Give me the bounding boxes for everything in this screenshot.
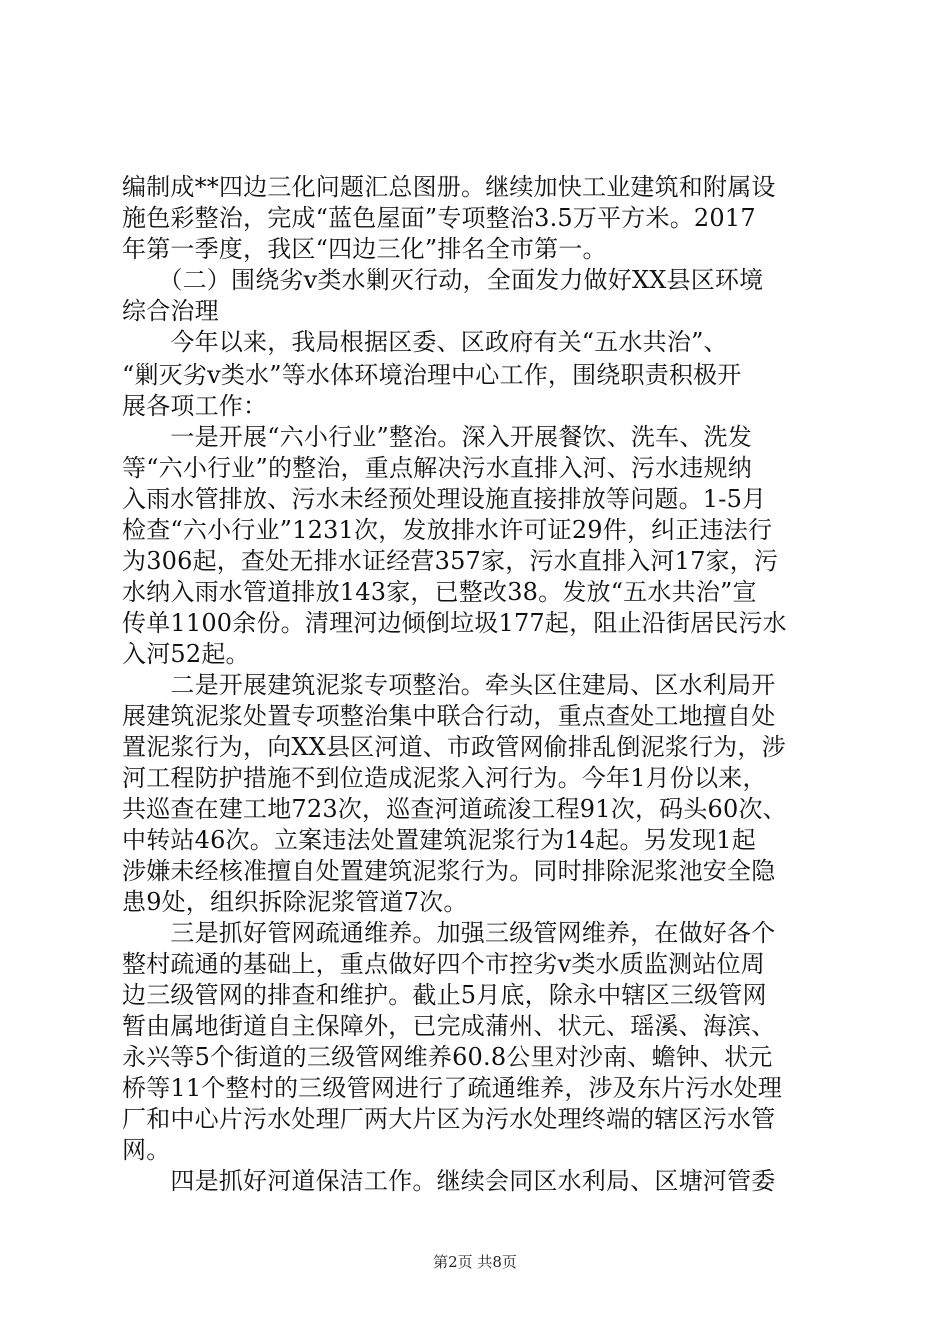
text-line: 二是开展建筑泥浆专项整治。牵头区住建局、区水利局开 xyxy=(122,671,776,699)
text-line: 厂和中心片污水处理厂两大片区为污水处理终端的辖区污水管 xyxy=(122,1105,776,1133)
text-line: 今年以来，我局根据区委、区政府有关“五水共治”、 xyxy=(122,328,728,356)
text-line: 为306起，查处无排水证经营357家，污水直排入河17家，污 xyxy=(122,547,779,575)
text-line: 患9处，组织拆除泥浆管道7次。 xyxy=(122,888,468,916)
text-line: 涉嫌未经核准擅自处置建筑泥浆行为。同时排除泥浆池安全隐 xyxy=(122,857,776,885)
text-line: 网。 xyxy=(122,1136,171,1164)
text-line: 河工程防护措施不到位造成泥浆入河行为。今年1月份以来， xyxy=(122,764,767,792)
section-heading-line: 综合治理 xyxy=(122,297,219,325)
page-number-footer: 第2页 共8页 xyxy=(433,1253,517,1271)
text-line: 永兴等5个街道的三级管网维养60.8公里对沙南、蟾钟、状元 xyxy=(122,1043,773,1071)
text-line: 四是抓好河道保洁工作。继续会同区水利局、区塘河管委 xyxy=(122,1167,776,1195)
text-line: 共巡查在建工地723次，巡查河道疏浚工程91次，码头60次、 xyxy=(122,795,787,823)
text-line: 桥等11个整村的三级管网进行了疏通维养，涉及东片污水处理 xyxy=(122,1074,783,1102)
text-line: 传单1100余份。清理河边倾倒垃圾177起，阻止沿街居民污水 xyxy=(122,609,787,637)
text-line: 等“六小行业”的整治，重点解决污水直排入河、污水违规纳 xyxy=(122,454,752,482)
text-line: 展建筑泥浆处置专项整治集中联合行动，重点查处工地擅自处 xyxy=(122,702,776,730)
text-line: 边三级管网的排查和维护。截止5月底，除永中辖区三级管网 xyxy=(122,981,767,1009)
text-line: “剿灭劣v类水”等水体环境治理中心工作，围绕职责积极开 xyxy=(122,361,742,389)
text-line: 年第一季度，我区“四边三化”排名全市第一。 xyxy=(122,235,607,263)
text-line: 置泥浆行为，向XX县区河道、市政管网偷排乱倒泥浆行为，涉 xyxy=(122,733,786,761)
text-line: 中转站46次。立案违法处置建筑泥浆行为14起。另发现1起 xyxy=(122,826,756,854)
text-line: 暂由属地街道自主保障外，已完成蒲州、状元、瑶溪、海滨、 xyxy=(122,1012,776,1040)
text-line: 施色彩整治，完成“蓝色屋面”专项整治3.5万平方米。2017 xyxy=(122,204,756,232)
text-line: 入雨水管排放、污水未经预处理设施直接排放等问题。1-5月 xyxy=(122,485,767,513)
text-line: 水纳入雨水管道排放143家，已整改38。发放“五水共治”宣 xyxy=(122,578,757,606)
text-line: 编制成**四边三化问题汇总图册。继续加快工业建筑和附属设 xyxy=(122,173,776,201)
text-line: 整村疏通的基础上，重点做好四个市控劣v类水质监测站位周 xyxy=(122,950,765,978)
text-line: 展各项工作： xyxy=(122,392,268,420)
text-line: 入河52起。 xyxy=(122,640,250,668)
section-heading-line: （二）围绕劣v类水剿灭行动，全面发力做好XX县区环境 xyxy=(122,266,764,294)
text-line: 检查“六小行业”1231次，发放排水许可证29件，纠正违法行 xyxy=(122,516,773,544)
text-line: 一是开展“六小行业”整治。深入开展餐饮、洗车、洗发 xyxy=(122,423,752,451)
text-line: 三是抓好管网疏通维养。加强三级管网维养，在做好各个 xyxy=(122,919,776,947)
